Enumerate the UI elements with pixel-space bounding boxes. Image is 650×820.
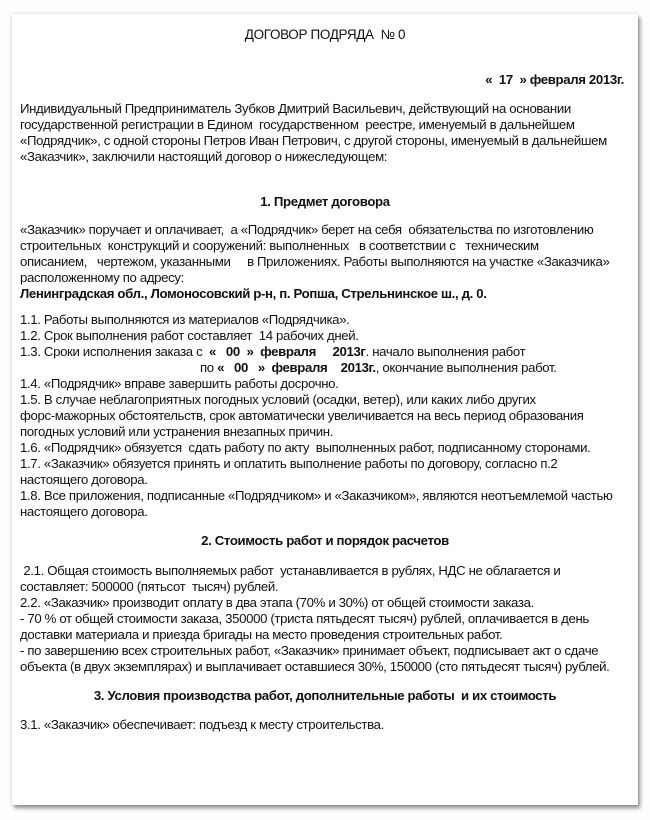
section-1-heading: 1. Предмет договора xyxy=(260,194,390,209)
section-2-line: доставки материала и приезда бригады на место проведения строительных работ. xyxy=(20,627,503,642)
section-2-line: 2.1. Общая стоимость выполняемых работ устанавливается в рублях, НДС не облагается и xyxy=(20,563,561,578)
clause-3-1: 3.1. «Заказчик» обеспечивает: подъезд к месту строительства. xyxy=(20,717,384,732)
clause-1-4: 1.4. «Подрядчик» вправе завершить работы досрочно. xyxy=(20,376,339,391)
clause-1-1: 1.1. Работы выполняются из материалов «Подрядчика». xyxy=(20,312,350,327)
section-1-line: описанием, чертежом, указанными в Приложениях. Работы выполняются на участке «Заказчика» xyxy=(20,254,610,269)
preamble-line: государственной регистрации в Едином государственном реестре, именуемый в дальнейшем xyxy=(20,117,575,132)
preamble-line: Индивидуальный Предприниматель Зубков Дмитрий Васильевич, действующий на основании xyxy=(20,101,571,116)
end-date: « 00 » февраля 2013г. xyxy=(217,360,376,375)
document-date xyxy=(485,72,624,88)
clause-1-7: настоящего договора. xyxy=(20,472,148,487)
date-day: 17 xyxy=(498,72,513,87)
clause-1-5: форс-мажорных обстоятельств, срок автоматически увеличивается на весь период образования xyxy=(20,408,584,423)
clause-1-6: 1.6. «Подрядчик» обязуется сдать работу по акту выполненных работ, подписанному сторонами. xyxy=(20,440,591,455)
clause-1-3-end-suffix: , окончание выполнения работ. xyxy=(375,360,557,375)
clause-1-7: 1.7. «Заказчик» обязуется принять и оплатить выполнение работы по договору, согласно п.2 xyxy=(20,456,558,471)
clause-1-2: 1.2. Срок выполнения работ составляет 14 рабочих дней. xyxy=(20,328,359,343)
document-title: ДОГОВОР ПОДРЯДА № 0 xyxy=(244,27,406,42)
date-month-year: февраля 2013г. xyxy=(529,72,624,87)
clause-1-5: 1.5. В случае неблагоприятных погодных условий (осадки, ветер), или каких либо других xyxy=(20,392,536,407)
date-close-quote: » xyxy=(519,72,527,87)
clause-1-3-end xyxy=(200,360,557,376)
clause-1-3-start-suffix: . начало выполнения работ xyxy=(365,344,526,359)
section-1-line: «Заказчик» поручает и оплачивает, а «Подрядчик» берет на себя обязательства по изготовлению xyxy=(20,222,594,237)
object-address: Ленинградская обл., Ломоносовский р-н, п. Ропша, Стрельнинское ш., д. 0. xyxy=(20,286,487,301)
section-3-heading: 3. Условия производства работ, дополнительные работы и их стоимость xyxy=(93,688,557,703)
section-2-line: объекта (в двух экземплярах) и выплачивает оставшиеся 30%, 150000 (сто пятьдесят тысяч) рублей. xyxy=(20,659,610,674)
preamble-line: «Подрядчик», с одной стороны Петров Иван Петрович, с другой стороны, именуемый в дальнейшем xyxy=(20,133,607,148)
clause-1-3-end-prefix: по xyxy=(200,360,218,375)
clause-1-3 xyxy=(20,344,525,360)
clause-1-5: погодных условий или устранения внезапных причин. xyxy=(20,424,334,439)
section-2-line: 2.2. «Заказчик» производит оплату в два этапа (70% и 30%) от общей стоимости заказа. xyxy=(20,595,534,610)
section-2-line: - по завершению всех строительных работ, «Заказчик» принимает объект, подписывает акт о сдаче xyxy=(20,643,599,658)
clause-1-3-prefix: 1.3. Сроки исполнения заказа с xyxy=(20,344,206,359)
date-open-quote: « xyxy=(485,72,493,87)
start-date: « 00 » февраля 2013г xyxy=(205,344,366,359)
section-2-line: составляет: 500000 (пятьсот тысяч) рублей. xyxy=(20,579,279,594)
clause-1-8: настоящего договора. xyxy=(20,504,148,519)
section-2-heading: 2. Стоимость работ и порядок расчетов xyxy=(201,533,449,548)
clause-1-8: 1.8. Все приложения, подписанные «Подрядчиком» и «Заказчиком», являются неотъемлемой частью xyxy=(20,488,613,503)
section-1-line: строительных конструкций и сооружений: выполненных в соответствии с техническим xyxy=(20,238,539,253)
contract-page xyxy=(12,14,638,805)
preamble-line: «Заказчик», заключили настоящий договор о нижеследующем: xyxy=(20,149,388,164)
section-1-line: расположенному по адресу: xyxy=(20,270,184,285)
section-2-line: - 70 % от общей стоимости заказа, 350000 (триста пятьдесят тысяч) рублей, оплачивается в день xyxy=(20,611,589,626)
